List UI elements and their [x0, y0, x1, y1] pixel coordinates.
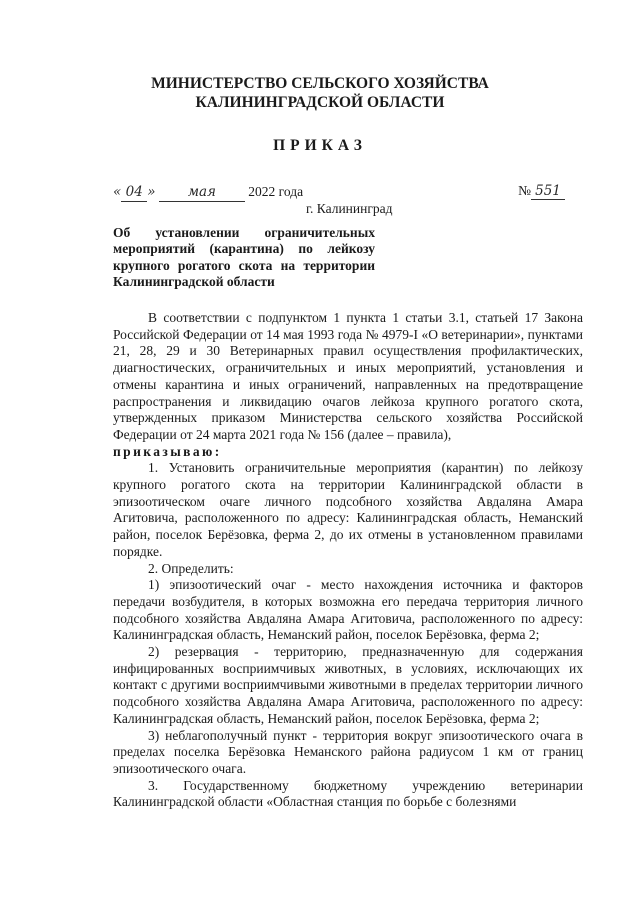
subject-line: мероприятий (карантина) по лейкозу	[113, 241, 375, 257]
date-year: 2022 года	[248, 184, 304, 199]
preamble-text: В соответствии с подпунктом 1 пункта 1 статьи 3.1, статьей 17 Закона Российской Федерации от 14 мая 1993 года № 4979-I «О ветеринарии», пунктами 21, 28, 29 и 30 Ветеринарных правил осуществления профилактических, диагностических, ограничительных и иных мероприятий, установления и отмены карантина и иных ограничений, направленных на предотвращение распространения и ликвидацию очагов лейкоза крупного рогатого скота, утвержденных приказом Министерства сельского хозяйства Российской Федерации от 24 марта 2021 года № 156 (далее – правила),	[113, 310, 583, 442]
date-quote-open: «	[113, 184, 122, 200]
document-subject	[113, 225, 375, 291]
subject-line: Калининградской области	[113, 274, 275, 290]
number-value: 551	[531, 183, 565, 200]
order-word: приказываю:	[113, 443, 222, 459]
item-2-paragraph: 2. Определить:	[148, 560, 234, 576]
date-month: мая	[159, 183, 245, 202]
ministry-name-line2: КАЛИНИНГРАДСКОЙ ОБЛАСТИ	[195, 94, 445, 111]
document-body	[113, 310, 583, 811]
subject-line: крупного рогатого скота на территории	[113, 257, 375, 273]
item-3-paragraph: 3. Государственному бюджетному учреждению ветеринарии Калининградской области «Областная станция по борьбе с болезнями	[113, 777, 583, 810]
subject-line: Об установлении ограничительных	[113, 225, 375, 240]
document-date	[113, 183, 303, 202]
item-2-3-paragraph: 3) неблагополучный пункт - территория вокруг эпизоотического очага в пределах поселка Берёзовка Неманского района радиусом 1 км от границ эпизоотического очага.	[113, 727, 583, 776]
item-2-1-paragraph: 1) эпизоотический очаг - место нахождения источника и факторов передачи возбудителя, в которых возможна его передача территория личного подсобного хозяйства Авдаляна Амара Агитовича, расположенного по адресу: Калининградская область, Неманский район, поселок Берёзовка, ферма 2;	[113, 577, 583, 643]
item-2-2-paragraph: 2) резервация - территорию, предназначенную для содержания инфицированных восприимчивых животных, в условиях, исключающих их контакт с другими восприимчивыми животными в пределах территории личного подсобного хозяйства Авдаляна Амара Агитовича, расположенного по адресу: Калининградская область, Неманский район, поселок Берёзовка, ферма 2;	[113, 644, 583, 726]
date-quote-close: »	[147, 184, 156, 200]
document-city: г. Калининград	[306, 201, 393, 216]
document-number	[518, 183, 565, 200]
item-1-paragraph: 1. Установить ограничительные мероприятия (карантин) по лейкозу крупного рогатого скота на территории Калининградской области в эпизоотическом очаге личного подсобного хозяйства Авдаляна Амара Агитовича, расположенного по адресу: Калининградская область, Неманский район, поселок Берёзовка, ферма 2, до их отмены в установленном правилами порядке.	[113, 460, 583, 559]
order-word-paragraph	[113, 444, 583, 461]
date-day: 04	[121, 183, 147, 202]
ministry-header	[0, 74, 640, 112]
preamble-paragraph	[113, 310, 583, 444]
document-type-title: ПРИКАЗ	[273, 137, 367, 154]
ministry-name-line1: МИНИСТЕРСТВО СЕЛЬСКОГО ХОЗЯЙСТВА	[151, 75, 489, 92]
number-prefix: №	[518, 183, 531, 198]
